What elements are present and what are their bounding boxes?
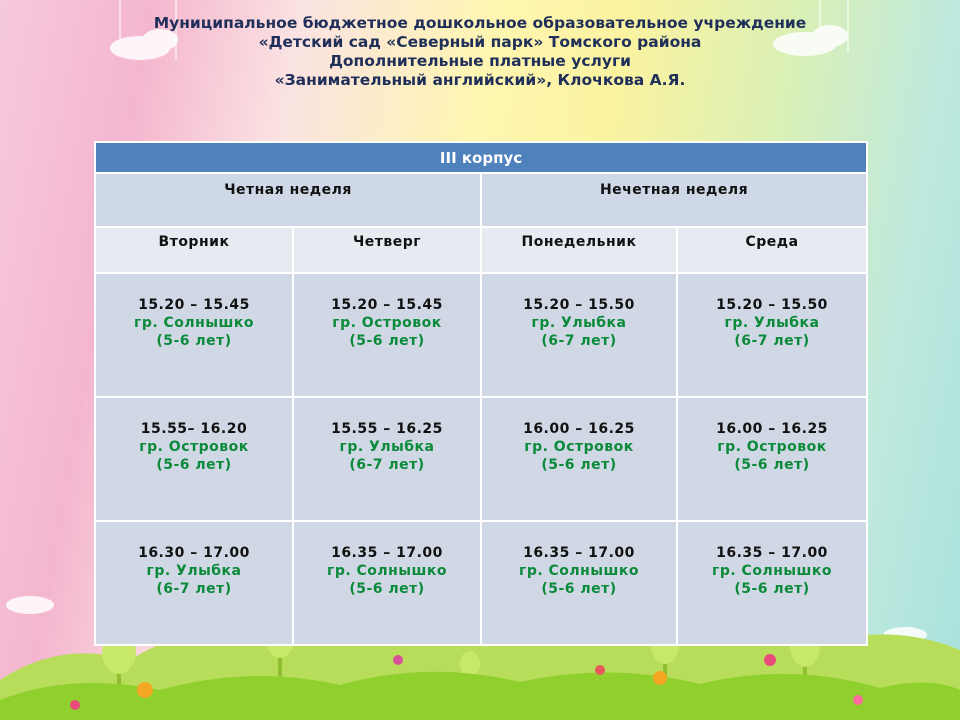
schedule-cell xyxy=(293,273,481,397)
slot-age: (5-6 лет) xyxy=(734,457,810,473)
slot-time: 15.55– 16.20 xyxy=(140,421,248,437)
slot-group: гр. Островок xyxy=(332,315,442,331)
page-header xyxy=(0,14,960,90)
schedule-cell xyxy=(481,397,677,521)
slot-age: (5-6 лет) xyxy=(541,457,617,473)
slot-time: 16.30 – 17.00 xyxy=(138,545,250,561)
day-header-row xyxy=(95,227,867,273)
slot-group: гр. Островок xyxy=(717,439,827,455)
slot-time: 15.20 – 15.50 xyxy=(716,297,828,313)
slot-group: гр. Островок xyxy=(139,439,249,455)
slot-age: (5-6 лет) xyxy=(541,581,617,597)
slot-group: гр. Солнышко xyxy=(134,315,254,331)
slot-group: гр. Улыбка xyxy=(146,563,242,579)
week-header-odd: Нечетная неделя xyxy=(481,173,867,227)
day-header: Среда xyxy=(677,227,867,273)
schedule-cell xyxy=(481,273,677,397)
slot-age: (6-7 лет) xyxy=(734,333,810,349)
schedule-cell xyxy=(95,521,293,645)
slot-group: гр. Солнышко xyxy=(519,563,639,579)
slot-group: гр. Улыбка xyxy=(531,315,627,331)
day-header: Четверг xyxy=(293,227,481,273)
schedule-cell xyxy=(677,397,867,521)
slot-age: (6-7 лет) xyxy=(156,581,232,597)
slot-time: 16.00 – 16.25 xyxy=(716,421,828,437)
schedule-cell xyxy=(677,273,867,397)
slot-group: гр. Солнышко xyxy=(327,563,447,579)
table-row xyxy=(95,521,867,645)
schedule-cell xyxy=(293,397,481,521)
schedule-table xyxy=(94,141,868,646)
schedule-cell xyxy=(677,521,867,645)
header-line-course: «Занимательный английский», Клочкова А.Я. xyxy=(274,71,686,89)
schedule-cell xyxy=(481,521,677,645)
slot-group: гр. Солнышко xyxy=(712,563,833,579)
slot-time: 15.20 – 15.45 xyxy=(331,297,443,313)
header-line-institution: Муниципальное бюджетное дошкольное образовательное учреждение xyxy=(153,14,807,32)
slot-time: 16.00 – 16.25 xyxy=(523,421,635,437)
slot-group: гр. Островок xyxy=(524,439,634,455)
table-title: III корпус xyxy=(95,142,867,173)
week-header-row xyxy=(95,173,867,227)
slot-age: (5-6 лет) xyxy=(156,333,232,349)
slot-age: (5-6 лет) xyxy=(349,333,425,349)
slot-time: 16.35 – 17.00 xyxy=(716,545,828,561)
slot-time: 16.35 – 17.00 xyxy=(523,545,635,561)
header-line-kindergarten: «Детский сад «Северный парк» Томского района xyxy=(258,33,702,51)
slot-time: 15.55 – 16.25 xyxy=(331,421,443,437)
header-line-services: Дополнительные платные услуги xyxy=(329,52,631,70)
week-header-even: Четная неделя xyxy=(95,173,481,227)
table-row xyxy=(95,397,867,521)
slot-group: гр. Улыбка xyxy=(339,439,435,455)
slot-time: 15.20 – 15.45 xyxy=(138,297,250,313)
table-title-row xyxy=(95,142,867,173)
slot-age: (5-6 лет) xyxy=(156,457,232,473)
slot-age: (6-7 лет) xyxy=(349,457,425,473)
schedule-cell xyxy=(95,273,293,397)
table-row xyxy=(95,273,867,397)
slot-age: (5-6 лет) xyxy=(349,581,425,597)
schedule-cell xyxy=(293,521,481,645)
day-header: Понедельник xyxy=(481,227,677,273)
day-header: Вторник xyxy=(95,227,293,273)
slot-time: 16.35 – 17.00 xyxy=(331,545,443,561)
slot-group: гр. Улыбка xyxy=(724,315,820,331)
slot-time: 15.20 – 15.50 xyxy=(523,297,635,313)
slot-age: (6-7 лет) xyxy=(541,333,617,349)
slot-age: (5-6 лет) xyxy=(734,581,810,597)
schedule-cell xyxy=(95,397,293,521)
